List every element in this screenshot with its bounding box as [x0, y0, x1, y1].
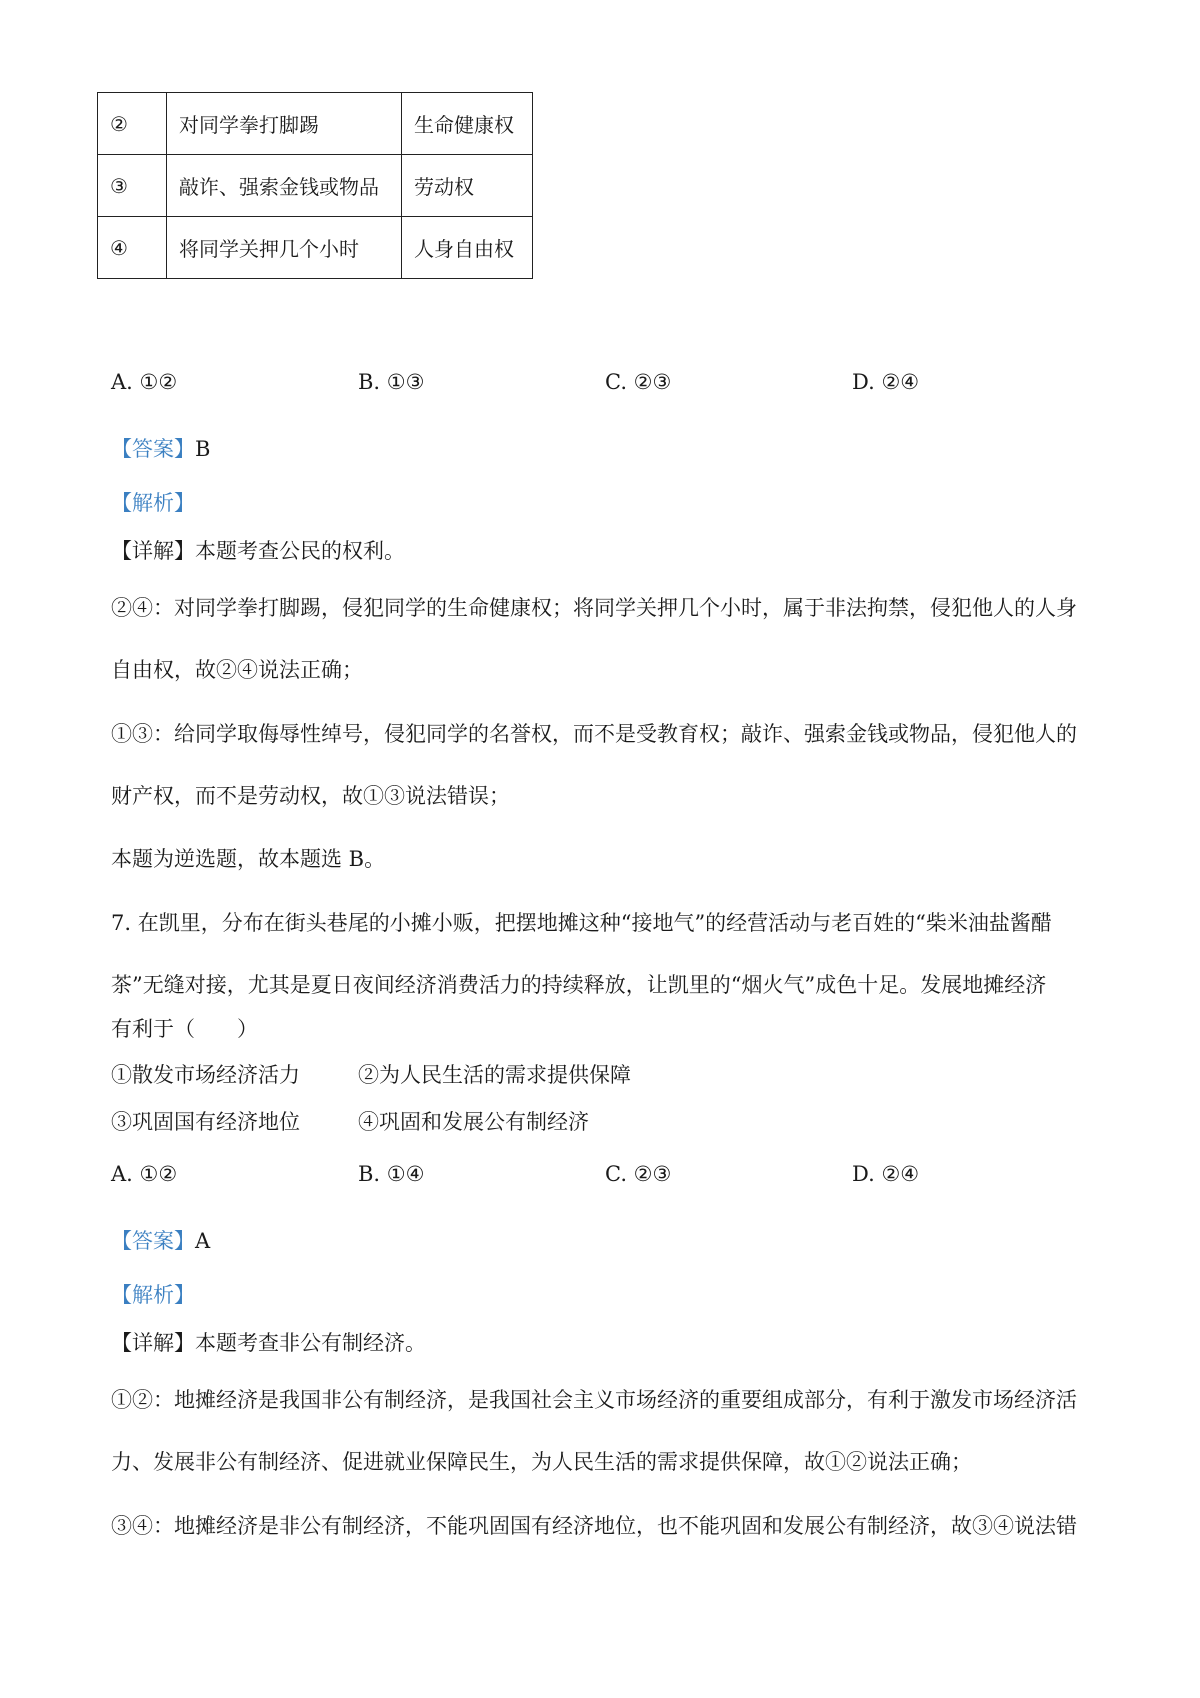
table-cell: 劳动权	[402, 155, 533, 217]
q6-option-c: C. ②③	[605, 370, 672, 394]
answer-tag: 【答案】	[111, 1229, 195, 1253]
table-cell: 人身自由权	[402, 217, 533, 279]
q7-para2-line1: ③④：地摊经济是非公有制经济，不能巩固国有经济地位，也不能巩固和发展公有制经济，故③④说法错	[111, 1514, 1077, 1538]
answer-value: A	[195, 1229, 211, 1253]
table-cell: ④	[98, 217, 167, 279]
table-cell: 将同学关押几个小时	[167, 217, 402, 279]
answer-value: B	[195, 437, 211, 461]
table-cell: 敲诈、强索金钱或物品	[167, 155, 402, 217]
q6-option-d: D. ②④	[852, 370, 920, 394]
detail-tag: 【详解】	[111, 539, 195, 563]
q6-answer-line	[111, 433, 210, 463]
table-cell: ③	[98, 155, 167, 217]
q7-statement-2: ②为人民生活的需求提供保障	[358, 1063, 631, 1087]
q6-option-b: B. ①③	[358, 370, 425, 394]
q7-detail-line	[111, 1327, 426, 1357]
analysis-tag: 【解析】	[111, 1283, 195, 1307]
q6-detail-line	[111, 535, 405, 565]
table-row	[98, 93, 533, 155]
q7-stem-line1: 7. 在凯里，分布在街头巷尾的小摊小贩，把摆地摊这种“接地气”的经营活动与老百姓的“柴米油盐酱醋	[111, 911, 1052, 935]
table-cell: 对同学拳打脚踢	[167, 93, 402, 155]
q7-option-c: C. ②③	[605, 1162, 672, 1186]
detail-text: 本题考查公民的权利。	[195, 539, 405, 563]
q7-statement-4: ④巩固和发展公有制经济	[358, 1110, 589, 1134]
q7-para1-line2: 力、发展非公有制经济、促进就业保障民生，为人民生活的需求提供保障，故①②说法正确；	[111, 1450, 972, 1474]
q7-option-b: B. ①④	[358, 1162, 425, 1186]
table-cell: 生命健康权	[402, 93, 533, 155]
q7-option-d: D. ②④	[852, 1162, 920, 1186]
q6-para1-line2: 自由权，故②④说法正确；	[111, 658, 363, 682]
q7-statement-3: ③巩固国有经济地位	[111, 1110, 300, 1134]
detail-tag: 【详解】	[111, 1331, 195, 1355]
table-cell: ②	[98, 93, 167, 155]
q6-para2-line1: ①③：给同学取侮辱性绰号，侵犯同学的名誉权，而不是受教育权；敲诈、强索金钱或物品，侵犯他人的	[111, 722, 1077, 746]
table-row	[98, 217, 533, 279]
q7-answer-line	[111, 1225, 210, 1255]
q7-statement-1: ①散发市场经济活力	[111, 1063, 300, 1087]
answer-tag: 【答案】	[111, 437, 195, 461]
q7-para1-line1: ①②：地摊经济是我国非公有制经济，是我国社会主义市场经济的重要组成部分，有利于激发市场经济活	[111, 1388, 1077, 1412]
q6-para2-line2: 财产权，而不是劳动权，故①③说法错误；	[111, 784, 510, 808]
rights-table	[97, 92, 533, 279]
analysis-tag: 【解析】	[111, 491, 195, 515]
q7-stem-line3: 有利于（ ）	[111, 1017, 258, 1041]
detail-text: 本题考查非公有制经济。	[195, 1331, 426, 1355]
q6-option-a: A. ①②	[111, 370, 178, 394]
q7-option-a: A. ①②	[111, 1162, 178, 1186]
table-row	[98, 155, 533, 217]
q7-stem-line2: 茶”无缝对接，尤其是夏日夜间经济消费活力的持续释放，让凯里的“烟火气”成色十足。发展地摊经济	[111, 973, 1047, 997]
q6-para1-line1: ②④：对同学拳打脚踢，侵犯同学的生命健康权；将同学关押几个小时，属于非法拘禁，侵犯他人的人身	[111, 596, 1077, 620]
q6-conclusion: 本题为逆选题，故本题选 B。	[111, 847, 386, 871]
